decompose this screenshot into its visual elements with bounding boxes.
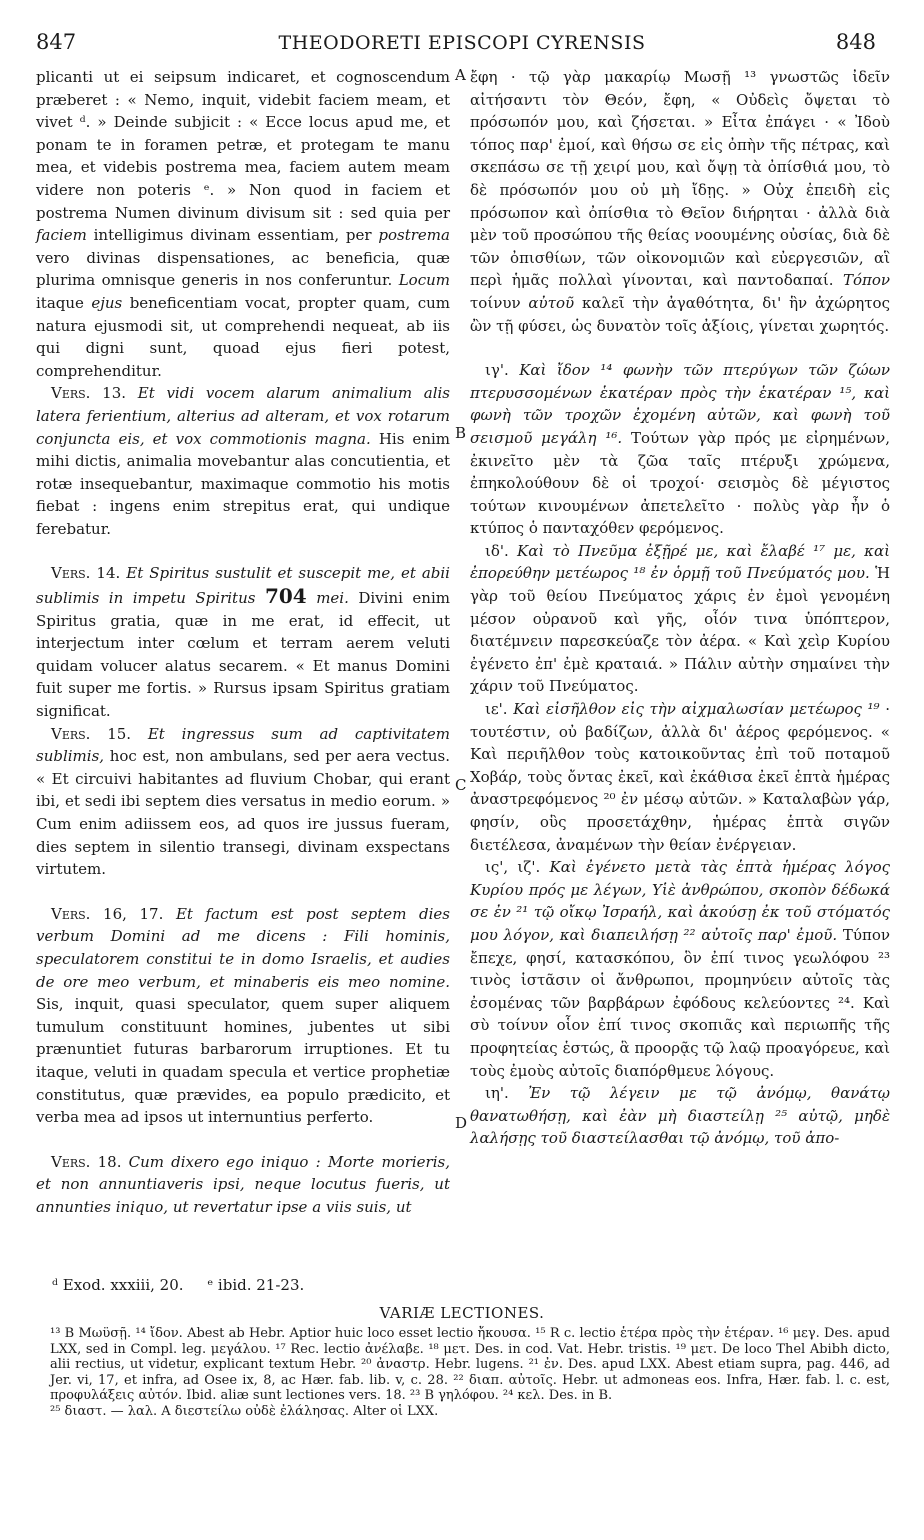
column-number-marker: 704: [264, 584, 307, 609]
margin-letter-a: A: [455, 66, 466, 84]
greek-verse-14: ιδ'. Καὶ τὸ Πνεῦμα ἐξῇρέ με, καὶ ἔλαβέ ¹⁷ με, καὶ ἐπορεύθην μετέωρος ¹⁸ ἐν ὁρμῇ τοῦ Πνεύματός μου. Ἡ γὰρ τοῦ θείου Πνεύματος χάρις ἐν ἐμοὶ γενομένη μέσον οὐρανοῦ καὶ γῆς, οἷόν τινα ὑπόπτερον, διατέμνειν παρεσκεύαζε τὸν ἀέρα. « Καὶ χεὶρ Κυρίου ἐγένετο ἐπ' ἐμὲ κραταιά. » Πάλιν αὐτὴν σημαίνει τὴν χάριν τοῦ Πνεύματος.: [470, 541, 890, 696]
latin-verse-14: Vers. 14. Et Spiritus sustulit et suscepit me, et abii sublimis in impetu Spiritus 704 mei. Divini enim Spiritus gratia, quæ in me erat, id effecit, ut interjectum inter cœlum et terram aerem veluti quidam volucer alatus secarem. « Et manus Domini fuit super me fortis. » Rursus ipsam Spiritus gratiam significat.: [36, 564, 450, 721]
latin-paragraph: plicanti ut ei seipsum indicaret, et cognoscendum præberet : « Nemo, inquit, videbit faciem meam, et vivet ᵈ. » Deinde subjicit : « Ecce locus apud me, et ponam te in foramen petræ, et protegam te manu mea, et videbis postrema mea, faciem autem meam videre non poteris ᵉ. » Non quod in faciem et postrema Numen divinum divisum sit : sed quia per faciem intelligimus divinam essentiam, per postrema vero divinas dispensationes, ac beneficia, quæ plurima omnisque generis in nos conferuntur. Locum itaque ejus beneficentiam vocat, propter quam, cum natura ejusmodi sit, ut comprehendi nequeat, ab iis qui digni sunt, quoad ejus fieri potest, comprehenditur.: [36, 68, 450, 380]
greek-verse-16-17: ις', ιζ'. Καὶ ἐγένετο μετὰ τὰς ἑπτὰ ἡμέρας λόγος Κυρίου πρός με λέγων, Υἱὲ ἀνθρώπου, σκοπὸν δέδωκά σε ἐν ²¹ τῷ οἴκῳ Ἰσραήλ, καὶ ἀκούσῃ ἐκ τοῦ στόματός μου λόγον, καὶ διαπειλήσῃ ²² αὐτοῖς παρ' ἐμοῦ. Τύπον ἔπεχε, φησί, κατασκόπου, ὃν ἐπί τινος γεωλόφου ²³ τινὸς ἱστᾶσιν οἱ ἄνθρωποι, προμηνύειν αὐτοῖς τὰς ἐσομένας τῶν βαρβάρων ἐφόδους κελεύοντες ²⁴. Καὶ σὺ τοίνυν οἷον ἐπί τινος σκοπιᾶς καὶ περιωπῆς τῆς προφητείας ἑστώς, ἃ προορᾷς τῷ λαῷ προαγόρευε, καὶ τοὺς ἐμοὺς αὐτοῖς διαπόρθμευε λόγους.: [470, 858, 890, 1080]
variae-line: ¹³ B Μωϋσῇ. ¹⁴ ἴδον. Abest ab Hebr. Aptior huic loco esset lectio ἤκουσα. ¹⁵ R c. lectio ἑτέρα πρὸς τὴν ἑτέραν. ¹⁶ μεγ. Des. apud LXX, sed in Compl. leg. μεγάλου. ¹⁷ Rec. lectio ἀνέλαβε. ¹⁸ μετ. Des. in cod. Vat. Hebr. tristis. ¹⁹ μετ. De loco Thel Abibh dicto, alii rectius, ut videtur, explicant textum Hebr. ²⁰ ἀναστρ. Hebr. lugens. ²¹ ἐν. Des. apud LXX. Abest etiam supra, pag. 446, ad Jer. vi, 17, et infra, ad Osee ix, 8, ac Hær. fab. lib. v, c. 28. ²² διαπ. αὐτοῖς. Hebr. ut admoneas eos. Infra, Hær. fab. l. c. est, προφυλάξεις αὐτόν. Ibid. aliæ sunt lectiones vers. 18. ²³ B γηλόφου. ²⁴ κελ. Des. in B.: [50, 1326, 890, 1403]
margin-letter-d: D: [455, 1114, 468, 1132]
margin-letter-c: C: [455, 776, 467, 794]
variae-line: ²⁵ διαστ. — λαλ. A διεστείλω οὐδὲ ἐλάλησας. Alter οἱ LXX.: [50, 1403, 439, 1419]
latin-verse-15: Vers. 15. Et ingressus sum ad captivitatem sublimis, hoc est, non ambulans, sed per aera vectus. « Et circuivi habitantes ad fluvium Chobar, qui erant ibi, et sedi ibi septem dies versatus in medio eorum. » Cum enim adiissem eos, ad quos ire jussus fueram, dies septem in silentio transegi, divinam exspectans virtutem.: [36, 724, 450, 879]
greek-verse-15: ιε'. Καὶ εἰσῆλθον εἰς τὴν αἰχμαλωσίαν μετέωρος ¹⁹ · τουτέστιν, οὐ βαδίζων, ἀλλὰ δι' ἀέρος φερόμενος. « Καὶ περιῆλθον τοὺς κατοικοῦντας ἐπὶ τοῦ ποταμοῦ Χοβάρ, τοὺς ὄντας ἐκεῖ, καὶ ἐκάθισα ἐκεῖ ἑπτὰ ἡμέρας ἀναστρεφόμενος ²⁰ ἐν μέσῳ αὐτῶν. » Καταλαβὼν γάρ, φησίν, οὓς προσετάχθην, ἡμέρας ἑπτὰ σιγῶν διετέλεσα, ἀναμένων τὴν θείαν ἐνέργειαν.: [470, 700, 890, 854]
latin-verse-18: Vers. 18. Cum dixero ego iniquo : Morte morieris, et non annuntiaveris ipsi, neque locutus fueris, ut annunties iniquo, ut revertatur ipse a viis suis, ut: [36, 1152, 450, 1216]
page-number-right: 848: [835, 30, 876, 54]
greek-verse-18: ιη'. Ἐν τῷ λέγειν με τῷ ἀνόμῳ, θανάτῳ θανατωθήσῃ, καὶ ἐὰν μὴ διαστείλῃ ²⁵ αὐτῷ, μηδὲ λαλήσῃς τοῦ διαστείλασθαι τῷ ἀνόμῳ, τοῦ ἀπο-: [470, 1084, 890, 1148]
greek-column: [470, 66, 890, 1150]
page-header: [0, 30, 924, 60]
running-title: THEODORETI EPISCOPI CYRENSIS: [278, 32, 646, 54]
latin-verse-13: Vers. 13. Et vidi vocem alarum animalium alis latera ferientium, alterius ad alteram, et vox rotarum conjuncta eis, et vox commotionis magna. His enim mihi dictis, animalia movebantur alas concutientia, et rotæ insequebantur, maximaque commotio his motis fiebat : ingens enim strepitus erat, qui undique ferebatur.: [36, 384, 450, 538]
latin-verse-16-17: Vers. 16, 17. Et factum est post septem dies verbum Domini ad me dicens : Fili hominis, speculatorem constitui te in domo Israelis, et audies de ore meo verbum, et minaberis eis meo nomine. Sis, inquit, quasi speculator, quem super aliquem tumulum constituunt homines, jubentes ut sibi prænuntiet futuras barbarorum irruptiones. Et tu itaque, veluti in quadam specula et vertice prophetiæ constitutus, quæ prævides, ea populo prædicito, et verba mea ad ipsos ut internuntius perferto.: [36, 904, 450, 1127]
greek-paragraph: ἔφη · τῷ γὰρ μακαρίῳ Μωσῇ ¹³ γνωστῶς ἰδεῖν αἰτήσαντι τὸν Θεόν, ἔφη, « Οὐδεὶς ὄψεται τὸ πρόσωπόν μου, καὶ ζήσεται. » Εἶτα ἐπάγει · « Ἰδοὺ τόπος παρ' ἐμοί, καὶ θήσω σε εἰς ὀπὴν τῆς πέτρας, καὶ σκεπάσω σε τῇ χειρί μου, καὶ ὄψῃ τὰ ὀπίσθιά μου, τὸ δὲ πρόσωπόν μου οὐ μὴ ἴδῃς. » Οὐχ ἐπειδὴ εἰς πρόσωπον καὶ ὀπίσθια τὸ Θεῖον διήρηται · ἀλλὰ διὰ μὲν τοῦ προσώπου τῆς θείας νοουμένης οὐσίας, διὰ δὲ τῶν ὀπισθίων, τῶν οἰκονομιῶν καὶ εὐεργεσιῶν, αἳ περὶ ἡμᾶς πολλαὶ γίνονται, καὶ παντοδαπαί. Τόπον τοίνυν αὐτοῦ καλεῖ τὴν ἀγαθότητα, δι' ἣν ἀχώρητος ὢν τῇ φύσει, ὡς δυνατὸν τοῖς ἀξίοις, γίνεται χωρητός.: [470, 68, 890, 335]
greek-verse-13: ιγ'. Καὶ ἴδον ¹⁴ φωνὴν τῶν πτερύγων τῶν ζώων πτερυσσομένων ἑκατέραν πρὸς τὴν ἑκατέραν ¹⁵, καὶ φωνὴ τῶν τροχῶν ἐχομένη αὐτῶν, καὶ φωνὴ τοῦ σεισμοῦ μεγάλη ¹⁶. Τούτων γὰρ πρός με εἰρημένων, ἐκινεῖτο μὲν τὰ ζῶα ταῖς πτέρυξι χρώμενα, ἐπηκολούθουν δὲ οἱ τροχοί· σεισμὸς δὲ μέγιστος τούτων κινουμένων ἀπετελεῖτο · πολὺς γὰρ ἦν ὁ κτύπος ὁ πανταχόθεν φερόμενος.: [470, 361, 890, 538]
footnotes: ᵈ Exod. xxxiii, 20. ᵉ ibid. 21-23.: [52, 1276, 305, 1294]
margin-letter-b: B: [455, 424, 467, 442]
page-number-left: 847: [36, 30, 77, 54]
variae-lectiones-title: VARIÆ LECTIONES.: [379, 1304, 545, 1322]
latin-column: [36, 66, 450, 1219]
variae-lectiones: [50, 1326, 890, 1419]
